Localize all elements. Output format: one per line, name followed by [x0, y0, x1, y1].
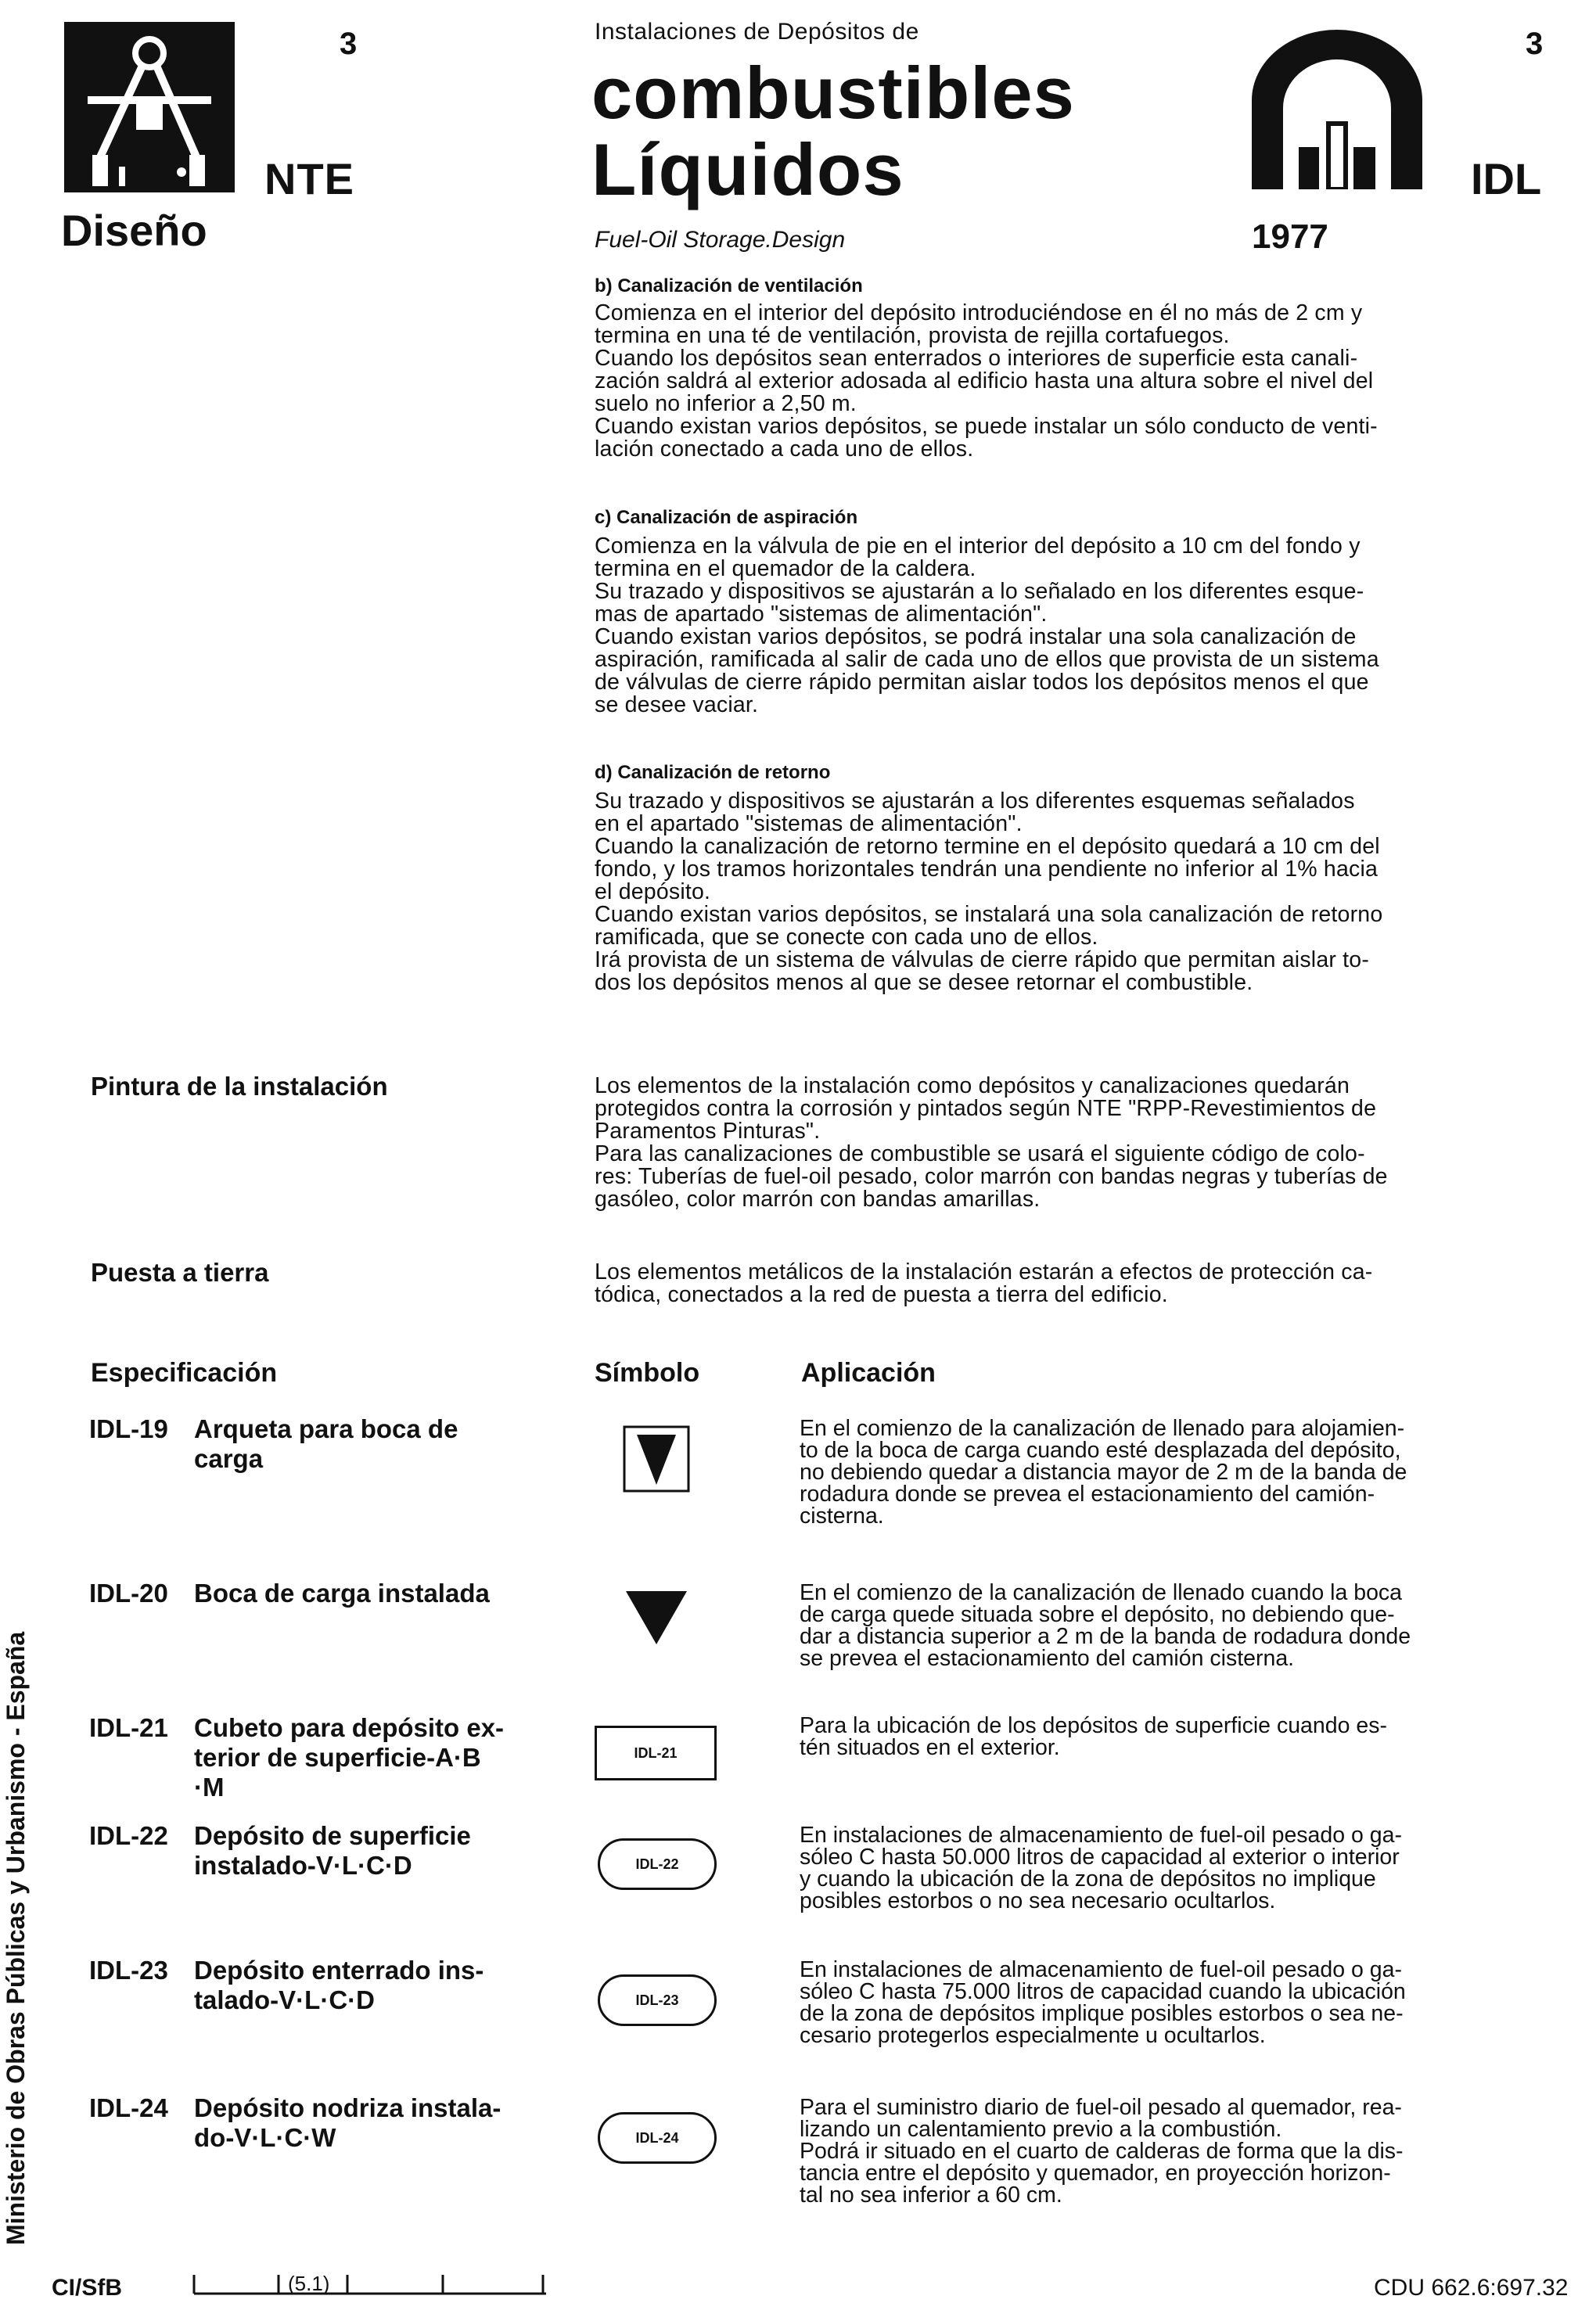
spec-code: IDL-21 — [89, 1713, 168, 1742]
text-line: se desee vaciar. — [595, 692, 759, 717]
text-line: posibles estorbos o no sea necesario ocultarlos. — [800, 1888, 1276, 1913]
text-line: lación conectado a cada uno de ellos. — [595, 437, 974, 462]
text-line: Los elementos de la instalación como depósitos y canalizaciones quedarán — [595, 1073, 1350, 1098]
application-text — [800, 1959, 1551, 2046]
text-line: Cuando la canalización de retorno termine en el depósito quedará a 10 cm del — [595, 834, 1380, 859]
spec-description — [194, 1821, 538, 1881]
text-line: lizando un calentamiento previo a la combustión. — [800, 2117, 1282, 2142]
text-line: termina en el quemador de la caldera. — [595, 556, 976, 581]
idl-logo — [1252, 30, 1422, 189]
spec-line: Depósito nodriza instala- — [194, 2093, 501, 2122]
spec-code: IDL-24 — [89, 2093, 168, 2122]
spec-line: carga — [194, 1444, 264, 1473]
text-line: Para el suministro diario de fuel-oil pesado al quemador, rea- — [800, 2095, 1402, 2120]
text-line: Su trazado y dispositivos se ajustarán a lo señalado en los diferentes esque- — [595, 579, 1364, 604]
spec-line: Boca de carga instalada — [194, 1579, 490, 1608]
cisfb-label: CI/SfB — [52, 2275, 122, 2301]
application-text — [800, 1582, 1551, 1669]
text-line: En instalaciones de almacenamiento de fuel-oil pesado o ga- — [800, 1957, 1402, 1982]
spec-description — [194, 1414, 538, 1474]
text-line: Su trazado y dispositivos se ajustarán a los diferentes esquemas señalados — [595, 789, 1355, 814]
spec-line: Cubeto para depósito ex- — [194, 1713, 505, 1742]
text-line: tal no sea inferior a 60 cm. — [800, 2183, 1062, 2208]
text-line: Cuando existan varios depósitos, se instalará una sola canalización de retorno — [595, 902, 1383, 927]
spec-description — [194, 2093, 538, 2153]
spec-code: IDL-20 — [89, 1579, 168, 1608]
text-line: sóleo C hasta 50.000 litros de capacidad al exterior o interior — [800, 1845, 1400, 1870]
heading-pintura: Pintura de la instalación — [91, 1072, 388, 1101]
document-title — [591, 52, 1075, 210]
page-number: 3 — [340, 27, 358, 61]
spec-description — [194, 1713, 538, 1802]
text-line: de válvulas de cierre rápido permitan aislar todos los depósitos menos el que — [595, 670, 1369, 695]
text-line: dos los depósitos menos al que se desee retornar el combustible. — [595, 970, 1253, 995]
arch-logo-icon — [1252, 30, 1422, 189]
text-line: tén situados en el exterior. — [800, 1735, 1060, 1760]
paragraph-aspiracion — [595, 535, 1565, 717]
text-line: mas de apartado "sistemas de alimentación". — [595, 602, 1048, 627]
text-line: no debiendo quedar a distancia mayor de 2 m de la banda de — [800, 1460, 1407, 1485]
rounded-rect-symbol-icon: IDL-22 — [598, 1838, 717, 1890]
spec-code: IDL-23 — [89, 1956, 168, 1985]
text-line: En instalaciones de almacenamiento de fuel-oil pesado o ga- — [800, 1823, 1402, 1848]
rectangle-symbol-icon: IDL-21 — [595, 1726, 717, 1780]
text-line: Para las canalizaciones de combustible se usará el siguiente código de colo- — [595, 1141, 1365, 1166]
paragraph-pintura — [595, 1075, 1565, 1211]
spec-description — [194, 1956, 538, 2015]
text-line: Podrá ir situado en el cuarto de calderas de forma que la dis- — [800, 2139, 1404, 2164]
heading-aspiracion: c) Canalización de aspiración — [595, 507, 858, 528]
compass-logo-icon — [64, 22, 235, 192]
text-line: de carga quede situada sobre el depósito, no debiendo que- — [800, 1602, 1395, 1627]
cdu-code: CDU 662.6:697.32 — [1374, 2275, 1569, 2301]
idl-label: IDL — [1471, 154, 1542, 203]
text-line: sóleo C hasta 75.000 litros de capacidad cuando la ubicación — [800, 1979, 1406, 2004]
document-subtitle: Fuel-Oil Storage.Design — [595, 227, 846, 253]
spec-line: talado-V·L·C·D — [194, 1985, 375, 2014]
spec-line: Depósito enterrado ins- — [194, 1956, 484, 1985]
boxed-triangle-symbol-icon — [623, 1425, 690, 1493]
spec-code: IDL-19 — [89, 1414, 168, 1443]
heading-retorno: d) Canalización de retorno — [595, 762, 831, 783]
text-line: Cuando los depósitos sean enterrados o interiores de superficie esta canali- — [595, 346, 1358, 371]
text-line: aspiración, ramificada al salir de cada uno de ellos que provista de un sistema — [595, 647, 1379, 672]
document-year: 1977 — [1252, 217, 1328, 256]
text-line: dar a distancia superior a 2 m de la banda de rodadura donde — [800, 1624, 1411, 1649]
heading-ventilacion: b) Canalización de ventilación — [595, 275, 863, 296]
nte-logo — [64, 22, 235, 192]
text-line: tancia entre el depósito y quemador, en proyección horizon- — [800, 2161, 1391, 2186]
spec-description — [194, 1579, 538, 1608]
paragraph-puesta-tierra — [595, 1261, 1565, 1306]
text-line: cesario protegerlos especialmente u ocultarlos. — [800, 2023, 1266, 2048]
cisfb-scale — [192, 2272, 548, 2295]
text-line: Para la ubicación de los depósitos de superficie cuando es- — [800, 1713, 1387, 1738]
text-line: y cuando la ubicación de la zona de depósitos no implique — [800, 1866, 1376, 1892]
text-line: Irá provista de un sistema de válvulas de cierre rápido que permitan aislar to- — [595, 947, 1370, 972]
nte-label: NTE — [264, 154, 354, 203]
text-line: fondo, y los tramos horizontales tendrán una pendiente no inferior al 1% hacia — [595, 857, 1379, 882]
text-line: el depósito. — [595, 879, 711, 904]
triangle-symbol-icon — [623, 1588, 690, 1646]
text-line: Paramentos Pinturas". — [595, 1119, 821, 1144]
application-text — [800, 1715, 1551, 1759]
text-line: rodadura donde se prevea el estacionamiento del camión- — [800, 1482, 1375, 1507]
section-label: Diseño — [61, 206, 207, 255]
text-line: Comienza en la válvula de pie en el interior del depósito a 10 cm del fondo y — [595, 534, 1361, 559]
spec-line: do-V·L·C·W — [194, 2123, 336, 2152]
text-line: Los elementos metálicos de la instalación estarán a efectos de protección ca- — [595, 1259, 1373, 1284]
text-line: ramificada, que se conecte con cada uno de ellos. — [595, 925, 1098, 950]
rounded-rect-symbol-icon: IDL-24 — [598, 2112, 717, 2164]
heading-puesta-tierra: Puesta a tierra — [91, 1258, 269, 1287]
column-header-especificacion: Especificación — [91, 1358, 278, 1388]
spec-code: IDL-22 — [89, 1821, 168, 1850]
spec-line: terior de superficie-A·B — [194, 1743, 481, 1772]
text-line: res: Tuberías de fuel-oil pesado, color marrón con bandas negras y tuberías de — [595, 1164, 1388, 1189]
text-line: Cuando existan varios depósitos, se puede instalar un sólo conducto de venti- — [595, 414, 1378, 439]
text-line: Comienza en el interior del depósito introduciéndose en él no más de 2 cm y — [595, 300, 1363, 325]
text-line: se prevea el estacionamiento del camión cisterna. — [800, 1646, 1295, 1671]
text-line: En el comienzo de la canalización de llenado cuando la boca — [800, 1580, 1403, 1605]
series-line: Instalaciones de Depósitos de — [595, 19, 919, 45]
text-line: cisterna. — [800, 1504, 884, 1529]
title-line-2: Líquidos — [591, 128, 904, 210]
text-line: gasóleo, color marrón con bandas amarillas. — [595, 1187, 1041, 1212]
application-text — [800, 1824, 1551, 1912]
column-header-aplicacion: Aplicación — [801, 1358, 936, 1388]
spec-line: Depósito de superficie — [194, 1821, 471, 1850]
spec-line: ·M — [194, 1773, 225, 1802]
text-line: protegidos contra la corrosión y pintados según NTE "RPP-Revestimientos de — [595, 1096, 1377, 1121]
cisfb-code: (5.1) — [288, 2272, 330, 2295]
title-line-1: combustibles — [591, 52, 1075, 134]
text-line: tódica, conectados a la red de puesta a tierra del edificio. — [595, 1282, 1168, 1307]
text-line: termina en una té de ventilación, provista de rejilla cortafuegos. — [595, 323, 1230, 348]
paragraph-retorno — [595, 790, 1565, 994]
spec-line: instalado-V·L·C·D — [194, 1851, 412, 1880]
paragraph-ventilacion — [595, 302, 1565, 461]
text-line: en el apartado "sistemas de alimentación". — [595, 811, 1023, 836]
text-line: to de la boca de carga cuando esté desplazada del depósito, — [800, 1438, 1401, 1463]
rounded-rect-symbol-icon: IDL-23 — [598, 1974, 717, 2026]
text-line: En el comienzo de la canalización de llenado para alojamien- — [800, 1416, 1405, 1441]
spec-line: Arqueta para boca de — [194, 1414, 458, 1443]
text-line: suelo no inferior a 2,50 m. — [595, 391, 857, 416]
text-line: zación saldrá al exterior adosada al edificio hasta una altura sobre el nivel del — [595, 368, 1374, 393]
page-number-right: 3 — [1526, 27, 1544, 61]
text-line: Cuando existan varios depósitos, se podrá instalar una sola canalización de — [595, 624, 1357, 649]
application-text — [800, 2096, 1551, 2206]
text-line: de la zona de depósitos implique posibles estorbos o sea ne- — [800, 2001, 1404, 2026]
application-text — [800, 1417, 1551, 1527]
column-header-simbolo: Símbolo — [595, 1358, 700, 1388]
ministry-side-text: Ministerio de Obras Públicas y Urbanismo - España — [2, 1631, 30, 2245]
